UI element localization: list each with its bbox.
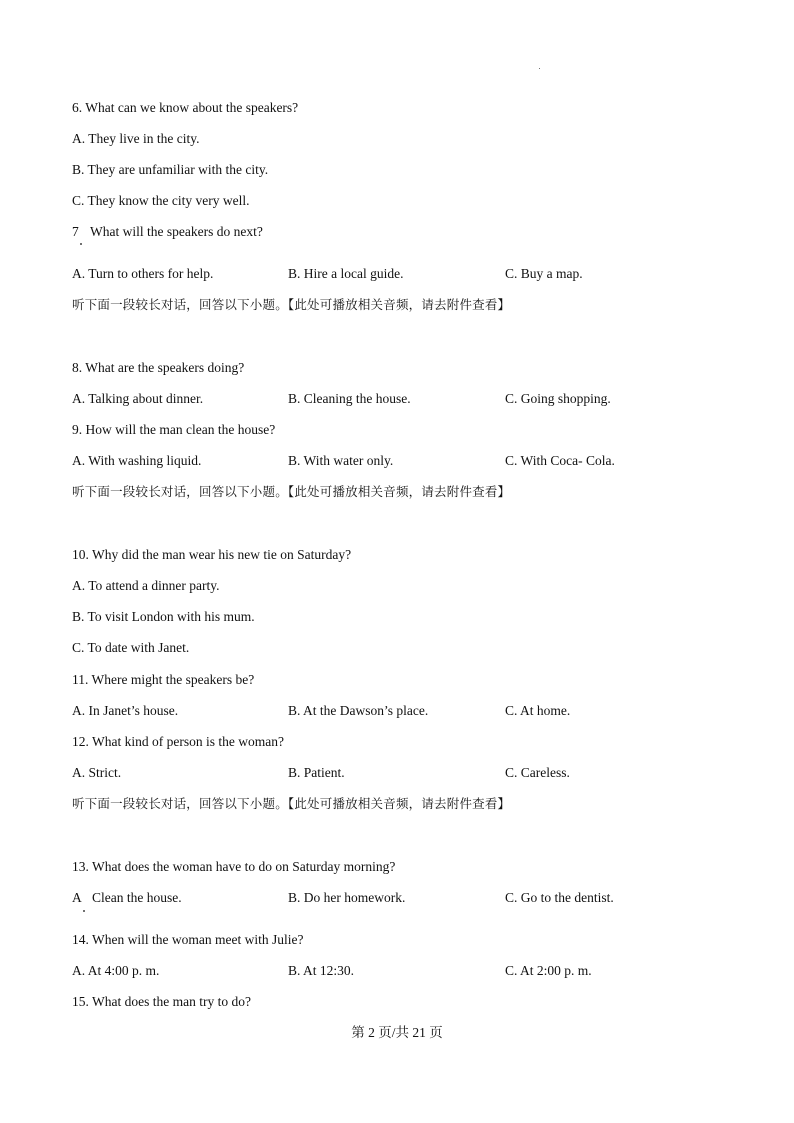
question-13-dot-mark	[83, 910, 85, 912]
question-13-stem: 13. What does the woman have to do on Saturday morning?	[72, 859, 396, 874]
question-6-option-b: B. They are unfamiliar with the city.	[72, 162, 269, 177]
question-7-option-b: B. Hire a local guide.	[288, 266, 404, 281]
question-6-option-a: A. They live in the city.	[72, 131, 200, 146]
question-8-stem: 8. What are the speakers doing?	[72, 360, 245, 375]
question-9-option-c: C. With Coca- Cola.	[505, 453, 615, 468]
question-9-stem: 9. How will the man clean the house?	[72, 422, 276, 437]
question-11-option-b: B. At the Dawson’s place.	[288, 703, 429, 718]
question-8-option-a: A. Talking about dinner.	[72, 391, 204, 406]
question-9-option-b: B. With water only.	[288, 453, 394, 468]
question-7-option-a: A. Turn to others for help.	[72, 266, 214, 281]
question-15-stem: 15. What does the man try to do?	[72, 994, 251, 1009]
question-12-stem: 12. What kind of person is the woman?	[72, 734, 284, 749]
question-6-stem: 6. What can we know about the speakers?	[72, 100, 299, 115]
question-14-option-a: A. At 4:00 p. m.	[72, 963, 160, 978]
question-7-stem: What will the speakers do next?	[90, 224, 263, 239]
question-10-option-b: B. To visit London with his mum.	[72, 609, 255, 624]
question-12-option-b: B. Patient.	[288, 765, 345, 780]
listening-instruction-2: 听下面一段较长对话，回答以下小题。【此处可播放相关音频，请去附件查看】	[72, 484, 511, 499]
question-12-option-a: A. Strict.	[72, 765, 122, 780]
scan-speck	[539, 68, 540, 69]
question-8-option-b: B. Cleaning the house.	[288, 391, 411, 406]
listening-instruction-1: 听下面一段较长对话，回答以下小题。【此处可播放相关音频，请去附件查看】	[72, 297, 511, 312]
question-13-option-a-text: Clean the house.	[92, 890, 182, 905]
question-10-option-a: A. To attend a dinner party.	[72, 578, 220, 593]
question-11-option-c: C. At home.	[505, 703, 571, 718]
question-13-option-b: B. Do her homework.	[288, 890, 406, 905]
question-14-option-b: B. At 12:30.	[288, 963, 355, 978]
question-7-option-c: C. Buy a map.	[505, 266, 583, 281]
question-12-option-c: C. Careless.	[505, 765, 570, 780]
question-11-option-a: A. In Janet’s house.	[72, 703, 179, 718]
question-10-option-c: C. To date with Janet.	[72, 640, 190, 655]
question-8-option-c: C. Going shopping.	[505, 391, 611, 406]
question-7-dot-mark	[80, 243, 82, 245]
question-11-stem: 11. Where might the speakers be?	[72, 672, 255, 687]
question-10-stem: 10. Why did the man wear his new tie on Saturday?	[72, 547, 352, 562]
question-9-option-a: A. With washing liquid.	[72, 453, 202, 468]
question-14-option-c: C. At 2:00 p. m.	[505, 963, 592, 978]
listening-instruction-3: 听下面一段较长对话，回答以下小题。【此处可播放相关音频，请去附件查看】	[72, 796, 511, 811]
question-6-option-c: C. They know the city very well.	[72, 193, 250, 208]
page-number-footer: 第 2 页/共 21 页	[351, 1025, 443, 1040]
question-7-number: 7	[72, 224, 79, 239]
question-13-option-c: C. Go to the dentist.	[505, 890, 614, 905]
question-14-stem: 14. When will the woman meet with Julie?	[72, 932, 304, 947]
question-13-option-a-letter: A	[72, 890, 82, 905]
